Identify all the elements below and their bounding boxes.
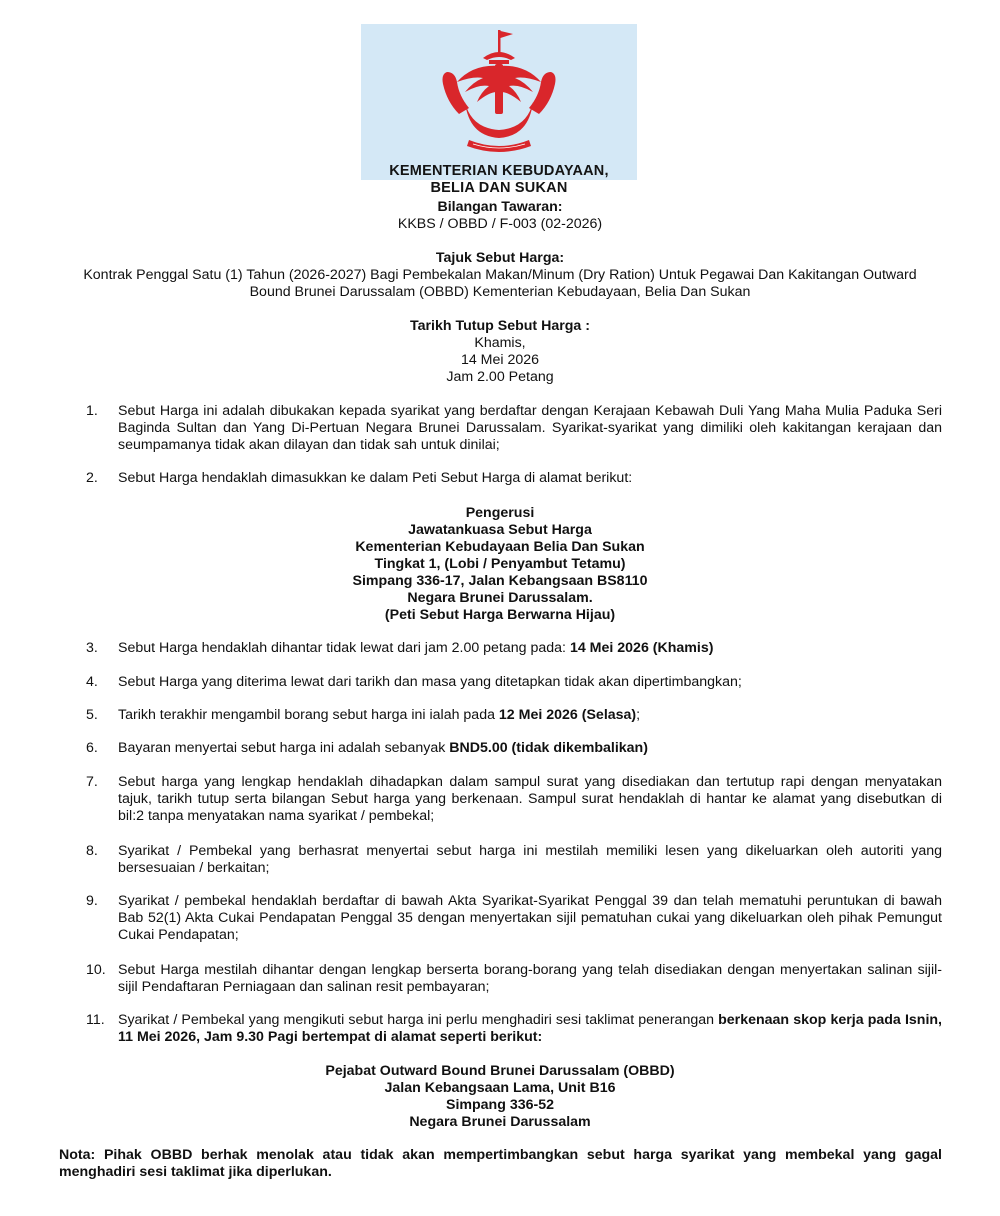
item-number: 9.: [86, 893, 98, 909]
item-text: Syarikat / Pembekal yang mengikuti sebut harga ini perlu menghadiri sesi taklimat penerangan berkenaan skop kerja pada Isnin, 11 Mei 2026, Jam 9.30 Pagi bertempat di alamat seperti berikut:: [118, 1012, 942, 1045]
address-line: Pengerusi: [465, 505, 535, 521]
item-text: Sebut harga yang lengkap hendaklah dihadapkan dalam sampul surat yang disediakan dan tertutup rapi dengan menyatakan tajuk, tarikh tutup serta bilangan Sebut harga yang berkenaan. Sampul surat hendaklah di hantar ke alamat yang disebutkan di bil:2 tanpa menyatakan nama syarikat / pembekal;: [118, 774, 942, 824]
item-number: 5.: [86, 707, 98, 723]
note-text: Nota: Pihak OBBD berhak menolak atau tidak akan mempertimbangkan sebut harga syarikat yang membekal yang gagal menghadiri sesi taklimat jika diperlukan.: [59, 1147, 942, 1180]
address-line: Kementerian Kebudayaan Belia Dan Sukan: [355, 539, 645, 555]
address-line: Tingkat 1, (Lobi / Penyambut Tetamu): [374, 556, 626, 572]
closing-label: Tarikh Tutup Sebut Harga :: [410, 318, 590, 334]
item-text: Syarikat / Pembekal yang berhasrat menyertai sebut harga ini mestilah memiliki lesen yang dikeluarkan oleh autoriti yang bersesuaian / berkaitan;: [118, 843, 942, 876]
item-text: Sebut Harga hendaklah dimasukkan ke dalam Peti Sebut Harga di alamat berikut:: [118, 470, 633, 486]
item-text: Sebut Harga mestilah dihantar dengan lengkap berserta borang-borang yang telah disediakan dengan menyertakan salinan sijil-sijil Pendaftaran Perniagaan dan salinan resit pembayaran;: [118, 962, 942, 995]
address-line: Simpang 336-52: [445, 1097, 555, 1113]
address-line: Negara Brunei Darussalam.: [407, 590, 593, 606]
address-line: Simpang 336-17, Jalan Kebangsaan BS8110: [352, 573, 648, 589]
item-number: 11.: [86, 1012, 105, 1028]
item-text: Syarikat / pembekal hendaklah berdaftar di bawah Akta Syarikat-Syarikat Penggal 39 dan telah mematuhi peruntukan di bawah Bab 52(1) Akta Cukai Pendapatan Penggal 35 dengan menyertakan sijil pematuhan cukai yang dikeluarkan oleh pihak Pemungut Cukai Pendapatan;: [118, 893, 942, 943]
item-number: 6.: [86, 740, 98, 756]
item-number: 3.: [86, 640, 98, 656]
address-line: Jalan Kebangsaan Lama, Unit B16: [384, 1080, 616, 1096]
item-number: 1.: [86, 403, 98, 419]
item-number: 2.: [86, 470, 98, 486]
subject-label: Tajuk Sebut Harga:: [435, 250, 565, 266]
ministry-logo: [361, 24, 637, 196]
item-number: 7.: [86, 774, 98, 790]
offer-label: Bilangan Tawaran:: [437, 199, 563, 215]
closing-day: Khamis,: [474, 335, 526, 351]
submission-address: [40, 505, 960, 624]
ministry-name-line2: BELIA DAN SUKAN: [430, 180, 568, 196]
item-text: Sebut Harga hendaklah dihantar tidak lewat dari jam 2.00 petang pada: 14 Mei 2026 (Khamis): [118, 640, 714, 656]
item-text: Sebut Harga yang diterima lewat dari tarikh dan masa yang ditetapkan tidak akan dipertimbangkan;: [118, 674, 742, 690]
offer-number: KKBS / OBBD / F-003 (02-2026): [397, 216, 603, 232]
national-crest-icon: [361, 24, 637, 164]
item-number: 10.: [86, 962, 106, 978]
item-text: Tarikh terakhir mengambil borang sebut harga ini ialah pada 12 Mei 2026 (Selasa);: [118, 707, 641, 723]
item-text: Bayaran menyertai sebut harga ini adalah sebanyak BND5.00 (tidak dikembalikan): [118, 740, 648, 756]
closing-time: Jam 2.00 Petang: [446, 369, 554, 385]
subject-line2: Bound Brunei Darussalam (OBBD) Kementerian Kebudayaan, Belia Dan Sukan: [249, 284, 751, 300]
subject-line1: Kontrak Penggal Satu (1) Tahun (2026-2027) Bagi Pembekalan Makan/Minum (Dry Ration) Untuk Pegawai Dan Kakitangan Outward: [83, 267, 917, 283]
address-line: Pejabat Outward Bound Brunei Darussalam (OBBD): [325, 1063, 675, 1079]
briefing-address: [40, 1063, 960, 1131]
item-number: 4.: [86, 674, 98, 690]
closing-date: 14 Mei 2026: [460, 352, 540, 368]
address-line: Jawatankuasa Sebut Harga: [408, 522, 592, 538]
address-line: Negara Brunei Darussalam: [409, 1114, 591, 1130]
ministry-name-line1: KEMENTERIAN KEBUDAYAAN,: [389, 163, 609, 179]
item-text: Sebut Harga ini adalah dibukakan kepada syarikat yang berdaftar dengan Kerajaan Kebawah Duli Yang Maha Mulia Paduka Seri Baginda Sultan dan Yang Di-Pertuan Negara Brunei Darussalam. Syarikat-syarikat yang dimiliki oleh kakitangan kerajaan dan seumpamanya tidak akan dilayan dan tidak sah untuk dinilai;: [118, 403, 942, 453]
item-number: 8.: [86, 843, 98, 859]
address-line: (Peti Sebut Harga Berwarna Hijau): [384, 607, 616, 623]
